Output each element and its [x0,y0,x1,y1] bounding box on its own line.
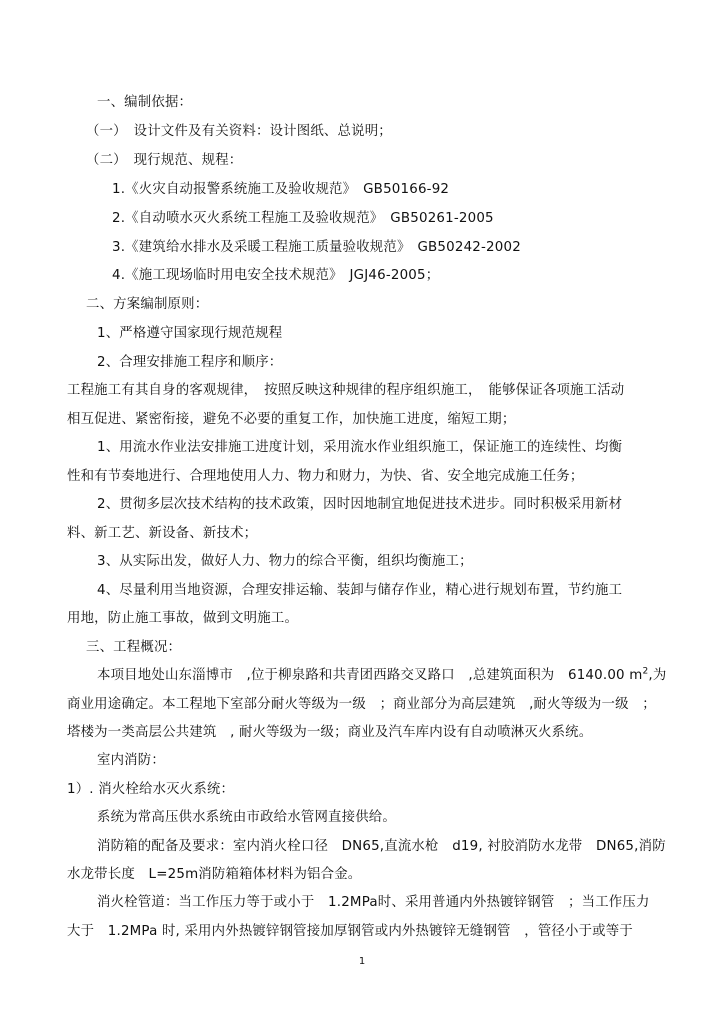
standard-4: 4.《施工现场临时用电安全技术规范》 JGJ46-2005； [112,268,440,283]
area-superscript: 2 [642,666,649,677]
paragraph-line: 商业用途确定。本工程地下室部分耐火等级为一级 ；商业部分为高层建筑 ,耐火等级为一级 ； [67,697,656,712]
paragraph-line: 工程施工有其自身的客观规律， 按照反映这种规律的程序组织施工， 能够保证各项施工活动 [67,383,625,398]
heading-overview: 三、工程概况： [86,640,182,655]
paragraph-line: 2、贯彻多层次技术结构的技术政策，因时因地制宜地促进技术进步。同时积极采用新材 [97,497,623,512]
paragraph-line: 相互促进、紧密衔接，避免不必要的重复工作，加快施工进度，缩短工期； [67,412,516,427]
paragraph-line: 3、从实际出发，做好人力、物力的综合平衡，组织均衡施工； [97,554,473,569]
paragraph-line: 4、尽量利用当地资源，合理安排运输、装卸与储存作业，精心进行规划布置，节约施工 [97,583,623,598]
basis-item-1: （一） 设计文件及有关资料：设计图纸、总说明； [86,124,392,139]
heading-principles: 二、方案编制原则： [86,297,209,312]
subheading-indoor-fire: 室内消防： [97,753,165,768]
standard-1: 1.《火灾自动报警系统施工及验收规范》 GB50166-92 [112,182,450,197]
paragraph-line: 大于 1.2MPa 时, 采用内外热镀锌钢管接加厚钢管或内外热镀锌无缝钢管 ，管径小于或等于 [67,924,633,939]
paragraph-line: 性和有节奏地进行、合理地使用人力、物力和财力，为快、省、安全地完成施工任务； [67,469,584,484]
paragraph-line: 用地，防止施工事故，做到文明施工。 [67,611,299,626]
paragraph-line: 1、用流水作业法安排施工进度计划，采用流水作业组织施工，保证施工的连续性、均衡 [97,440,623,455]
standard-3: 3.《建筑给水排水及采暖工程施工质量验收规范》 GB50242-2002 [112,240,521,255]
paragraph-line: 消防箱的配备及要求：室内消火栓口径 DN65,直流水枪 d19, 衬胶消防水龙带 DN65,消防 [97,839,666,854]
principle-1: 1、严格遵守国家现行规范规程 [97,326,283,341]
standard-2: 2.《自动喷水灭火系统工程施工及验收规范》 GB50261-2005 [112,211,494,226]
paragraph-line: 消火栓管道：当工作压力等于或小于 1.2MPa时、采用普通内外热镀锌钢管 ；当工作压力 [97,895,650,910]
page-number: 1 [358,956,366,967]
paragraph-line: 系统为常高压供水系统由市政给水管网直接供给。 [97,810,396,825]
subheading-hydrant-system: 1）. 消火栓给水灭火系统： [67,782,235,797]
basis-item-2: （二） 现行规范、规程： [86,153,243,168]
heading-basis: 一、编制依据： [97,95,193,110]
overview-line-1: 本项目地处山东淄博市 ,位于柳泉路和共青团西路交叉路口 ,总建筑面积为 6140.00 $m^2$,为 [97,666,667,683]
paragraph-line: 塔楼为一类高层公共建筑 , 耐火等级为一级；商业及汽车库内设有自动喷淋灭火系统。 [67,725,593,740]
paragraph-line: 料、新工艺、新设备、新技术； [67,526,258,541]
paragraph-line: 水龙带长度 L=25m消防箱箱体材料为铝合金。 [67,867,362,882]
principle-2: 2、合理安排施工程序和顺序： [97,355,283,370]
